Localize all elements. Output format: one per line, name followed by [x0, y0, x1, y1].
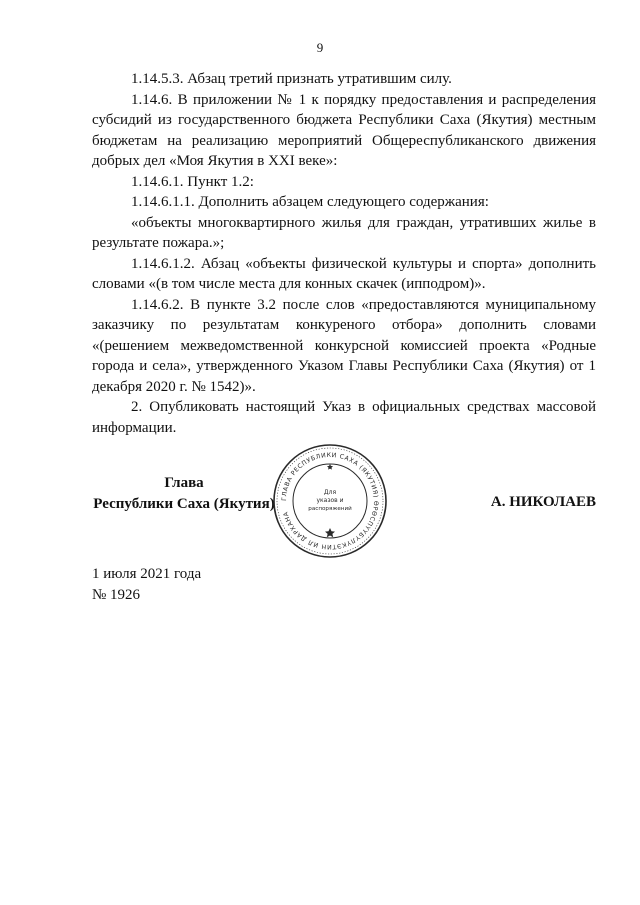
signatory-title-line1: Глава [164, 475, 204, 491]
official-seal [272, 443, 388, 559]
seal-star-icon [325, 528, 335, 537]
decree-date: 1 июля 2021 года [92, 566, 202, 582]
paragraph-quote-housing: «объекты многоквартирного жилья для граждан, утративших жилье в результате пожара.»; [92, 214, 596, 251]
signatory-title [92, 473, 276, 514]
seal-star-top-icon [327, 464, 333, 470]
decree-body [92, 69, 596, 438]
seal-center-line1: Для [323, 489, 337, 496]
seal-center-line2: указов и [316, 497, 344, 504]
seal-ring-text: ГЛАВА РЕСПУБЛИКИ САХА (ЯКУТИЯ) ӨРӨСПҮҮБҮЛҮКЭТИН ИЛ ДАРХАНА [280, 451, 380, 551]
paragraph-1-14-5-3: 1.14.5.3. Абзац третий признать утратившим силу. [131, 71, 452, 87]
signatory-title-line2: Республики Саха (Якутия) [93, 495, 275, 512]
paragraph-1-14-6-2: 1.14.6.2. В пункте 3.2 после слов «предоставляются муниципальному заказчику по результатам конкуреного отбора» дополнить словами «(решением межведомственной конкурсной комиссией проекта «Родные города и села», утвержденного Указом Главы Республики Саха (Якутия) от 1 декабря 2020 г. № 1542)». [92, 296, 596, 395]
paragraph-1-14-6: 1.14.6. В приложении № 1 к порядку предоставления и распределения субсидий из государственного бюджета Республики Саха (Якутия) местным бюджетам на реализацию мероприятий Общереспубликанского движения добрых дел «Моя Якутия в XXI веке»: [92, 91, 596, 169]
decree-date-number [92, 564, 201, 605]
page-number: 9 [316, 40, 324, 55]
signatory-name: А. НИКОЛАЕВ [490, 494, 596, 510]
paragraph-1-14-6-1-1: 1.14.6.1.1. Дополнить абзацем следующего содержания: [131, 194, 489, 210]
paragraph-1-14-6-1-2: 1.14.6.1.2. Абзац «объекты физической культуры и спорта» дополнить словами «(в том числе места для конных скачек (ипподром)». [92, 255, 596, 292]
seal-center-line3: распоряжений [308, 506, 352, 512]
decree-number: № 1926 [92, 586, 141, 603]
paragraph-1-14-6-1: 1.14.6.1. Пункт 1.2: [131, 173, 254, 190]
paragraph-2-publish: 2. Опубликовать настоящий Указ в официальных средствах массовой информации. [92, 399, 596, 436]
